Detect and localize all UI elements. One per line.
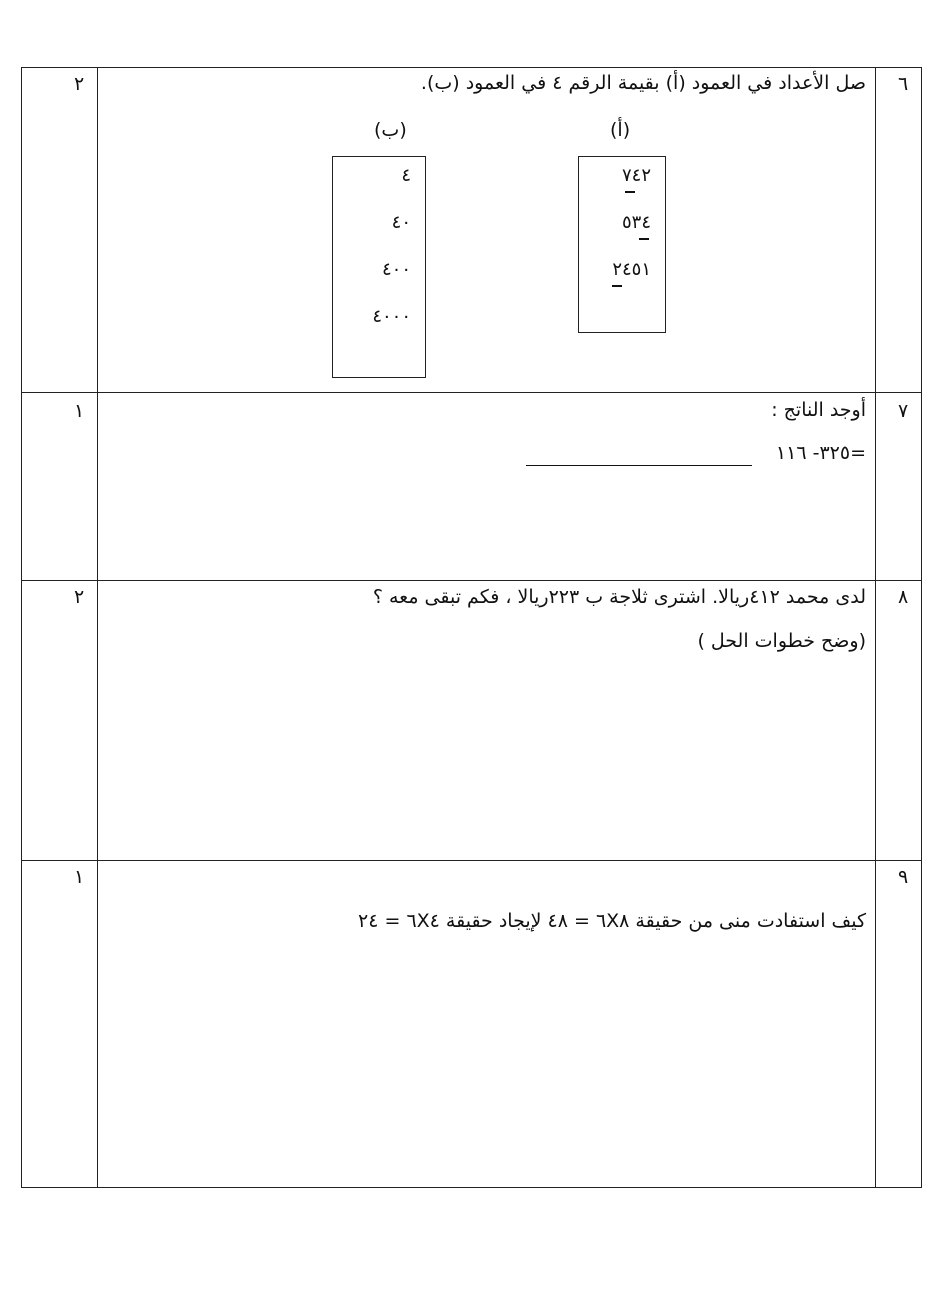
question-text: أوجد الناتج : — [771, 399, 866, 421]
digit-underline — [612, 285, 622, 287]
answer-blank-line[interactable] — [526, 465, 752, 466]
column-a-box — [578, 156, 666, 333]
question-marks: ٢ — [74, 586, 85, 608]
question-number: ٨ — [898, 586, 909, 608]
question-text: كيف استفادت منى من حقيقة ٦X٨ = ٤٨ لإيجاد حقيقة ٦X٤ = ٢٤ — [358, 910, 866, 932]
column-b-item: ٤٠٠٠ — [372, 306, 411, 327]
column-a-item: ٧٤٢ — [621, 165, 651, 186]
column-a-header: (أ) — [610, 119, 631, 141]
question-text: صل الأعداد في العمود (أ) بقيمة الرقم ٤ في العمود (ب). — [420, 72, 866, 94]
question-number: ٩ — [898, 866, 909, 888]
digit-underline — [625, 191, 635, 193]
column-a-item: ٢٤٥١ — [612, 259, 651, 280]
column-b-box — [332, 156, 426, 378]
table-row-question-8 — [21, 580, 922, 860]
digit-underline — [639, 238, 649, 240]
questions-table — [21, 67, 922, 1188]
question-number: ٦ — [898, 73, 909, 95]
column-b-item: ٤ — [401, 165, 411, 186]
question-marks: ٢ — [74, 73, 85, 95]
table-row-question-9 — [21, 860, 922, 1188]
column-b-item: ٤٠٠ — [381, 259, 411, 280]
column-b-header: (ب) — [374, 119, 407, 141]
question-number: ٧ — [898, 400, 909, 422]
question-text: لدى محمد ٤١٢ريالا. اشترى ثلاجة ب ٢٢٣ريالا ، فكم تبقى معه ؟ — [372, 586, 866, 608]
table-row-question-7 — [21, 392, 922, 580]
column-a-item: ٥٣٤ — [621, 212, 651, 233]
question-marks: ١ — [74, 866, 85, 888]
subtraction-expression: ٣٢٥- ١١٦= — [775, 442, 866, 464]
question-note: (وضح خطوات الحل ) — [697, 630, 866, 652]
question-marks: ١ — [74, 400, 85, 422]
column-b-item: ٤٠ — [391, 212, 411, 233]
table-row-question-6 — [21, 67, 922, 392]
